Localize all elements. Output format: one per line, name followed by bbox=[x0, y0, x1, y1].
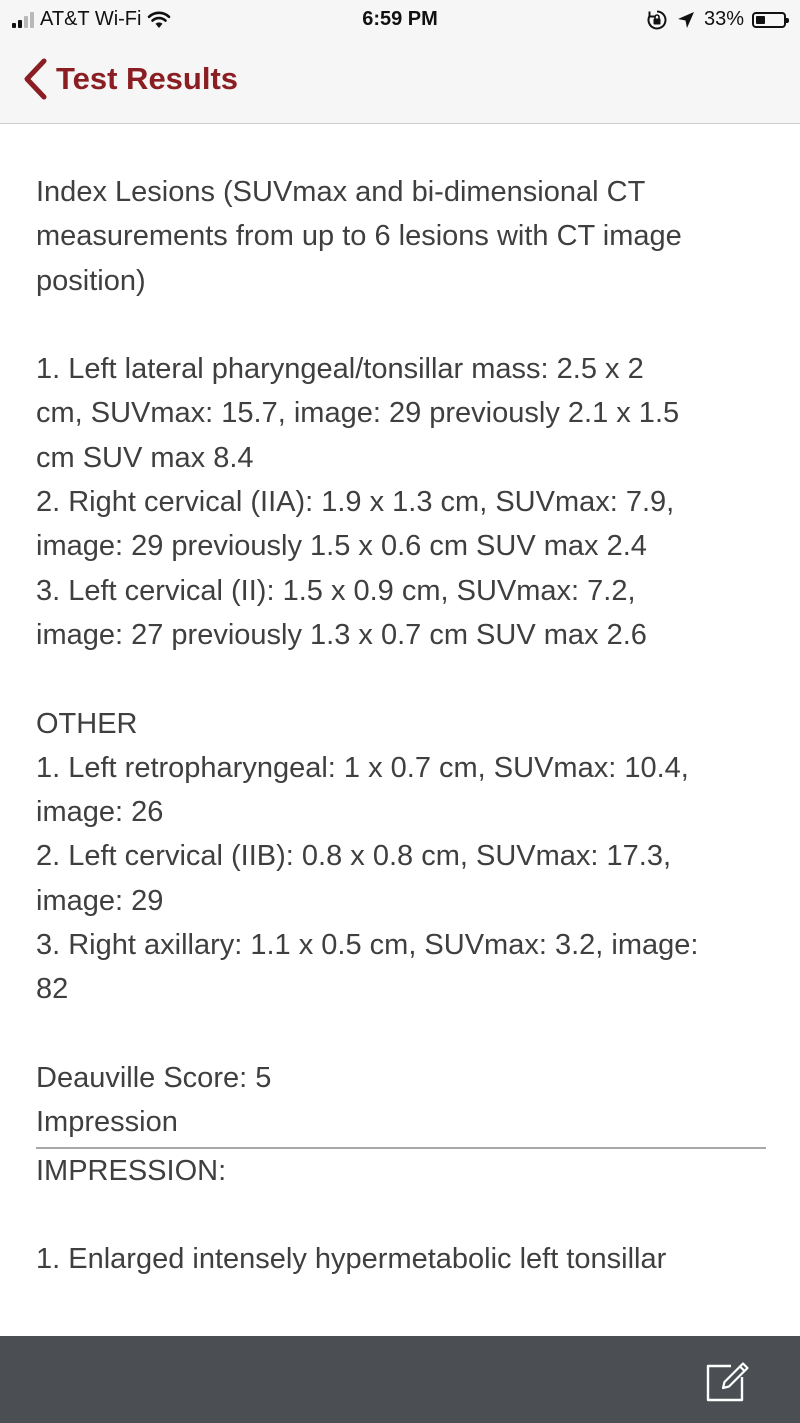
chevron-left-icon bbox=[22, 58, 48, 100]
location-arrow-icon bbox=[676, 10, 696, 30]
list-item: 3. Left cervical (II): 1.5 x 0.9 cm, SUVmax: 7.2, bbox=[36, 574, 636, 607]
impression-first-line: 1. Enlarged intensely hypermetabolic left tonsillar bbox=[36, 1243, 667, 1276]
index-lesions-intro bbox=[36, 170, 766, 303]
text-line: measurements from up to 6 lesions with CT image bbox=[36, 220, 682, 253]
impression-heading: IMPRESSION: bbox=[36, 1154, 227, 1187]
navigation-bar bbox=[0, 40, 800, 124]
back-button[interactable] bbox=[22, 58, 238, 100]
bottom-toolbar bbox=[0, 1336, 800, 1423]
status-bar bbox=[0, 0, 800, 40]
orientation-lock-icon bbox=[646, 9, 668, 31]
battery-level bbox=[756, 16, 765, 24]
deauville-score: Deauville Score: 5 bbox=[36, 1061, 272, 1094]
text-line: Index Lesions (SUVmax and bi-dimensional CT bbox=[36, 176, 646, 208]
battery-percent: 33% bbox=[703, 8, 744, 30]
list-item: image: 27 previously 1.3 x 0.7 cm SUV max 2.6 bbox=[36, 618, 647, 651]
carrier-label: AT&T Wi-Fi bbox=[40, 8, 142, 30]
list-item: 1. Left lateral pharyngeal/tonsillar mass: 2.5 x 2 bbox=[36, 353, 644, 386]
wifi-icon bbox=[147, 11, 171, 29]
list-item: image: 26 bbox=[36, 796, 164, 829]
compose-icon bbox=[704, 1358, 750, 1404]
other-lesions-list bbox=[36, 746, 766, 1012]
list-item: image: 29 bbox=[36, 884, 164, 917]
battery-icon bbox=[752, 12, 786, 28]
other-heading: OTHER bbox=[36, 707, 138, 740]
index-lesions-list bbox=[36, 347, 766, 657]
list-item: 3. Right axillary: 1.1 x 0.5 cm, SUVmax: 3.2, image: bbox=[36, 929, 699, 962]
report-content bbox=[36, 170, 766, 1281]
text-line: position) bbox=[36, 264, 146, 297]
status-right bbox=[646, 8, 786, 31]
list-item: 82 bbox=[36, 973, 69, 1006]
list-item: image: 29 previously 1.5 x 0.6 cm SUV max 2.4 bbox=[36, 530, 647, 563]
cellular-signal-icon bbox=[12, 12, 34, 28]
list-item: cm SUV max 8.4 bbox=[36, 441, 254, 474]
list-item: cm, SUVmax: 15.7, image: 29 previously 2.1 x 1.5 bbox=[36, 397, 680, 430]
back-button-label: Test Results bbox=[56, 61, 239, 96]
impression-section-title: Impression bbox=[36, 1100, 766, 1148]
list-item: 2. Right cervical (IIA): 1.9 x 1.3 cm, SUVmax: 7.9, bbox=[36, 486, 675, 519]
compose-button[interactable] bbox=[704, 1358, 750, 1404]
list-item: 1. Left retropharyngeal: 1 x 0.7 cm, SUVmax: 10.4, bbox=[36, 751, 689, 784]
list-item: 2. Left cervical (IIB): 0.8 x 0.8 cm, SUVmax: 17.3, bbox=[36, 840, 672, 873]
status-left bbox=[12, 8, 171, 31]
status-time: 6:59 PM bbox=[362, 8, 438, 30]
